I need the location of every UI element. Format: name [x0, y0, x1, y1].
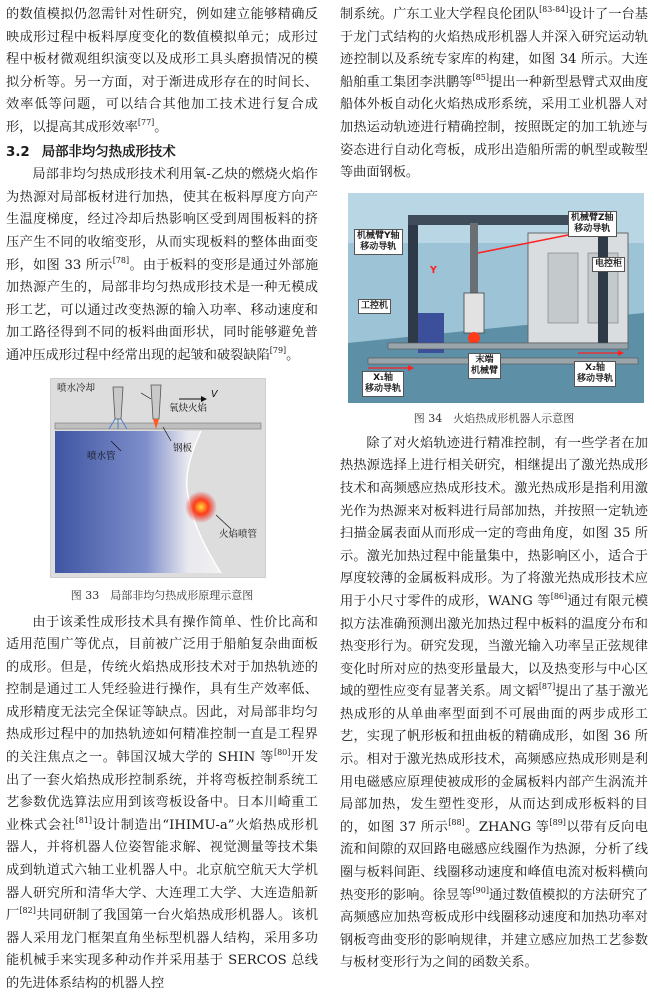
- torch-nozzle-icon: [151, 385, 161, 419]
- figure-33: [6, 378, 318, 604]
- heat-spot-icon: [185, 491, 217, 523]
- figure-33-diagram: [50, 378, 266, 578]
- citation: [90]: [472, 885, 489, 895]
- label-spray: 喷水冷却: [57, 382, 96, 394]
- gantry-post: [598, 225, 608, 345]
- label-torch: 氧炔火焰: [169, 402, 208, 414]
- right-column: [340, 4, 648, 975]
- figure-34: [340, 193, 648, 427]
- citation: [80]: [273, 748, 291, 758]
- paragraph: 由于该柔性成形技术具有操作简单、性价比高和适用范围广等优点，目前被广泛用于船舶复杂曲面板的成形。但是，传统火焰热成形技术对于加热轨迹的控制是通过工人凭经验进行操作，具有生产效率低、成形精度无法完全保证等缺点。因此，对局部非均匀热成形过程中的加热轨迹如何精准控制一直是工程界的关注焦点之一。韩国汉城大学的 SHIN 等[80]开发出了一套火焰热成形控制系统，并将弯板控制系统工艺参数优选算法应用到该弯板设备中。日本川崎重工业株式会社[81]设计制造出“IHIMU-a”火焰热成形机器人，并将机器人位姿智能求解、视觉测量等技术集成到轨道式六轴工业机器人中。北京航空航天大学机器人研究所和清华大学、大连理工大学、大连造船新厂[82]共同研制了我国第一台火焰热成形机器人。该机器人采用龙门框架直角坐标型机器人结构，采用多功能机械手来实现多种动作并采用基于 SERCOS 总线的先进体系结构的机器人控: [6, 614, 319, 991]
- figure-34-caption: 图 34 火焰热成形机器人示意图: [413, 411, 575, 425]
- citation: [79]: [269, 345, 287, 355]
- citation: [77]: [137, 117, 155, 127]
- end-arm: [464, 293, 484, 333]
- paragraph: 除了对火焰轨迹进行精准控制，有一些学者在加热热源选择上进行相关研究，相继提出了激光热成形技术和高频感应热成形技术。激光热成形是指利用激光作为热源来对板料进行局部加热，并按照一定轨迹扫描金属表面从而形成一定的弯曲角度，如图 35 所示。激光加热过程中能量集中，热影响区小，适合于厚度较薄的金属板料成形。为了将激光热成形技术应用于小尺寸零件的成形，WANG 等[86]通过有限元模拟方法准确预测出激光加热过程中板料的温度分布和热变形行为。研究发现，当激光输入功率呈正弦规律变化时所对应的热变形量最大，以及热变形与中心区域的塑性应变有显著关系。周文韬[87]提出了基于激光热成形的从单曲率型面到不可展曲面的两步成形工艺，实现了帆形板和扭曲板的精确成形，如图 36 所示。相对于激光热成形技术，高频感应热成形则是利用电磁感应原理使被成形的金属板料内部产生涡流并局部加热，发生塑性变形，从而达到成形板料的目的，如图 37 所示[88]。ZHANG 等[89]以带有反向电流和间隙的双回路电磁感应线圈作为热源，分析了线圈与板料间距、线圈移动速度和峰值电流对板料横向热变形的影响。徐昱等[90]通过数值模拟的方法研究了高频感应加热弯板成形中线圈移动速度和加热功率对钢板弯曲变形的影响规律，并建立感应加热工艺参数与板材变形行为之间的函数关系。: [340, 435, 649, 971]
- figure-33-caption: 图 33 局部非均匀热成形原理示意图: [70, 588, 254, 602]
- x-rail: [388, 343, 628, 349]
- label-torch-nozzle: 火焰喷管: [219, 528, 258, 540]
- label-end-arm: 末端 机械臂: [468, 353, 501, 379]
- citation: [82]: [19, 906, 36, 916]
- label-sheet: 钢板: [173, 442, 193, 454]
- label-x1-rail: X₁轴 移动导轨: [362, 371, 404, 397]
- citation: [86]: [550, 591, 568, 601]
- label-water-nozzle: 喷水管: [87, 450, 116, 462]
- label-bench: 工控机: [358, 299, 391, 314]
- label-y-rail: 机械臂Y轴 移动导轨: [354, 229, 403, 255]
- paragraph: 局部非均匀热成形技术利用氧-乙炔的燃烧火焰作为热源对局部板材进行加热，使其在板料厚度方向产生温度梯度，经过冷却后热影响区受到周围板料的挤压产生不同的收缩变形，从而实现板料的整体曲面变形，如图 33 所示[78]。由于板料的变形是通过外部施加热源产生的，局部非均匀热成形技术是一种无模成形工艺，可以通过改变热源的输入功率、移动速度和加工路径得到不同的板料曲面形状，同时能够避免普通冲压成形过程中经常出现的起皱和破裂缺陷[79]。: [6, 167, 319, 363]
- section-heading: 3.2 局部非均匀热成形技术: [6, 144, 176, 160]
- figure-34-photo: [348, 193, 644, 403]
- citation: [81]: [75, 815, 93, 825]
- label-cabinet: 电控柜: [592, 257, 625, 272]
- citation: [83-84]: [539, 5, 569, 14]
- label-v: V: [211, 388, 218, 400]
- label-x2-rail: X₂轴 移动导轨: [574, 361, 616, 387]
- citation: [87]: [538, 682, 556, 692]
- flame-point-icon: [468, 332, 480, 344]
- label-z-rail: 机械臂Z轴 移动导轨: [568, 211, 617, 237]
- gantry-post: [408, 225, 418, 345]
- left-column: [6, 4, 318, 996]
- water-nozzle-icon: [113, 387, 123, 419]
- steel-plate-edge: [55, 423, 261, 429]
- paragraph: 的数值模拟仍忽需针对性研究，例如建立能够精确反映成形过程中板料厚度变化的数值模拟单元；成形过程中板材微观组织演变以及成形工具头磨损情况的模拟分析等。另一方面，对于渐进成形存在的时间长、效率低等问题，可以结合其他加工技术进行复合成形，以提高其成形效率[77]。: [6, 7, 318, 135]
- label-y-axis: Y: [430, 264, 437, 276]
- citation: [88]: [448, 817, 465, 827]
- citation: [89]: [549, 817, 566, 827]
- paragraph: 制系统。广东工业大学程良伦团队[83-84]设计了一台基于龙门式结构的火焰热成形机器人并深入研究运动轨迹控制以及系统专家库的构建，如图 34 所示。大连船舶重工集团李洪鹏等[85]提出一种新型悬臂式双曲度船体外板自动化火焰热成形系统，采用工业机器人对加热运动轨迹进行精确控制，按照既定的加工轨迹与姿态进行自动化弯板，成形出造船所需的帆型或鞍型等曲面钢板。: [340, 5, 649, 181]
- flame-forming-diagram: [51, 379, 265, 577]
- citation: [78]: [112, 255, 130, 265]
- citation: [85]: [472, 72, 489, 82]
